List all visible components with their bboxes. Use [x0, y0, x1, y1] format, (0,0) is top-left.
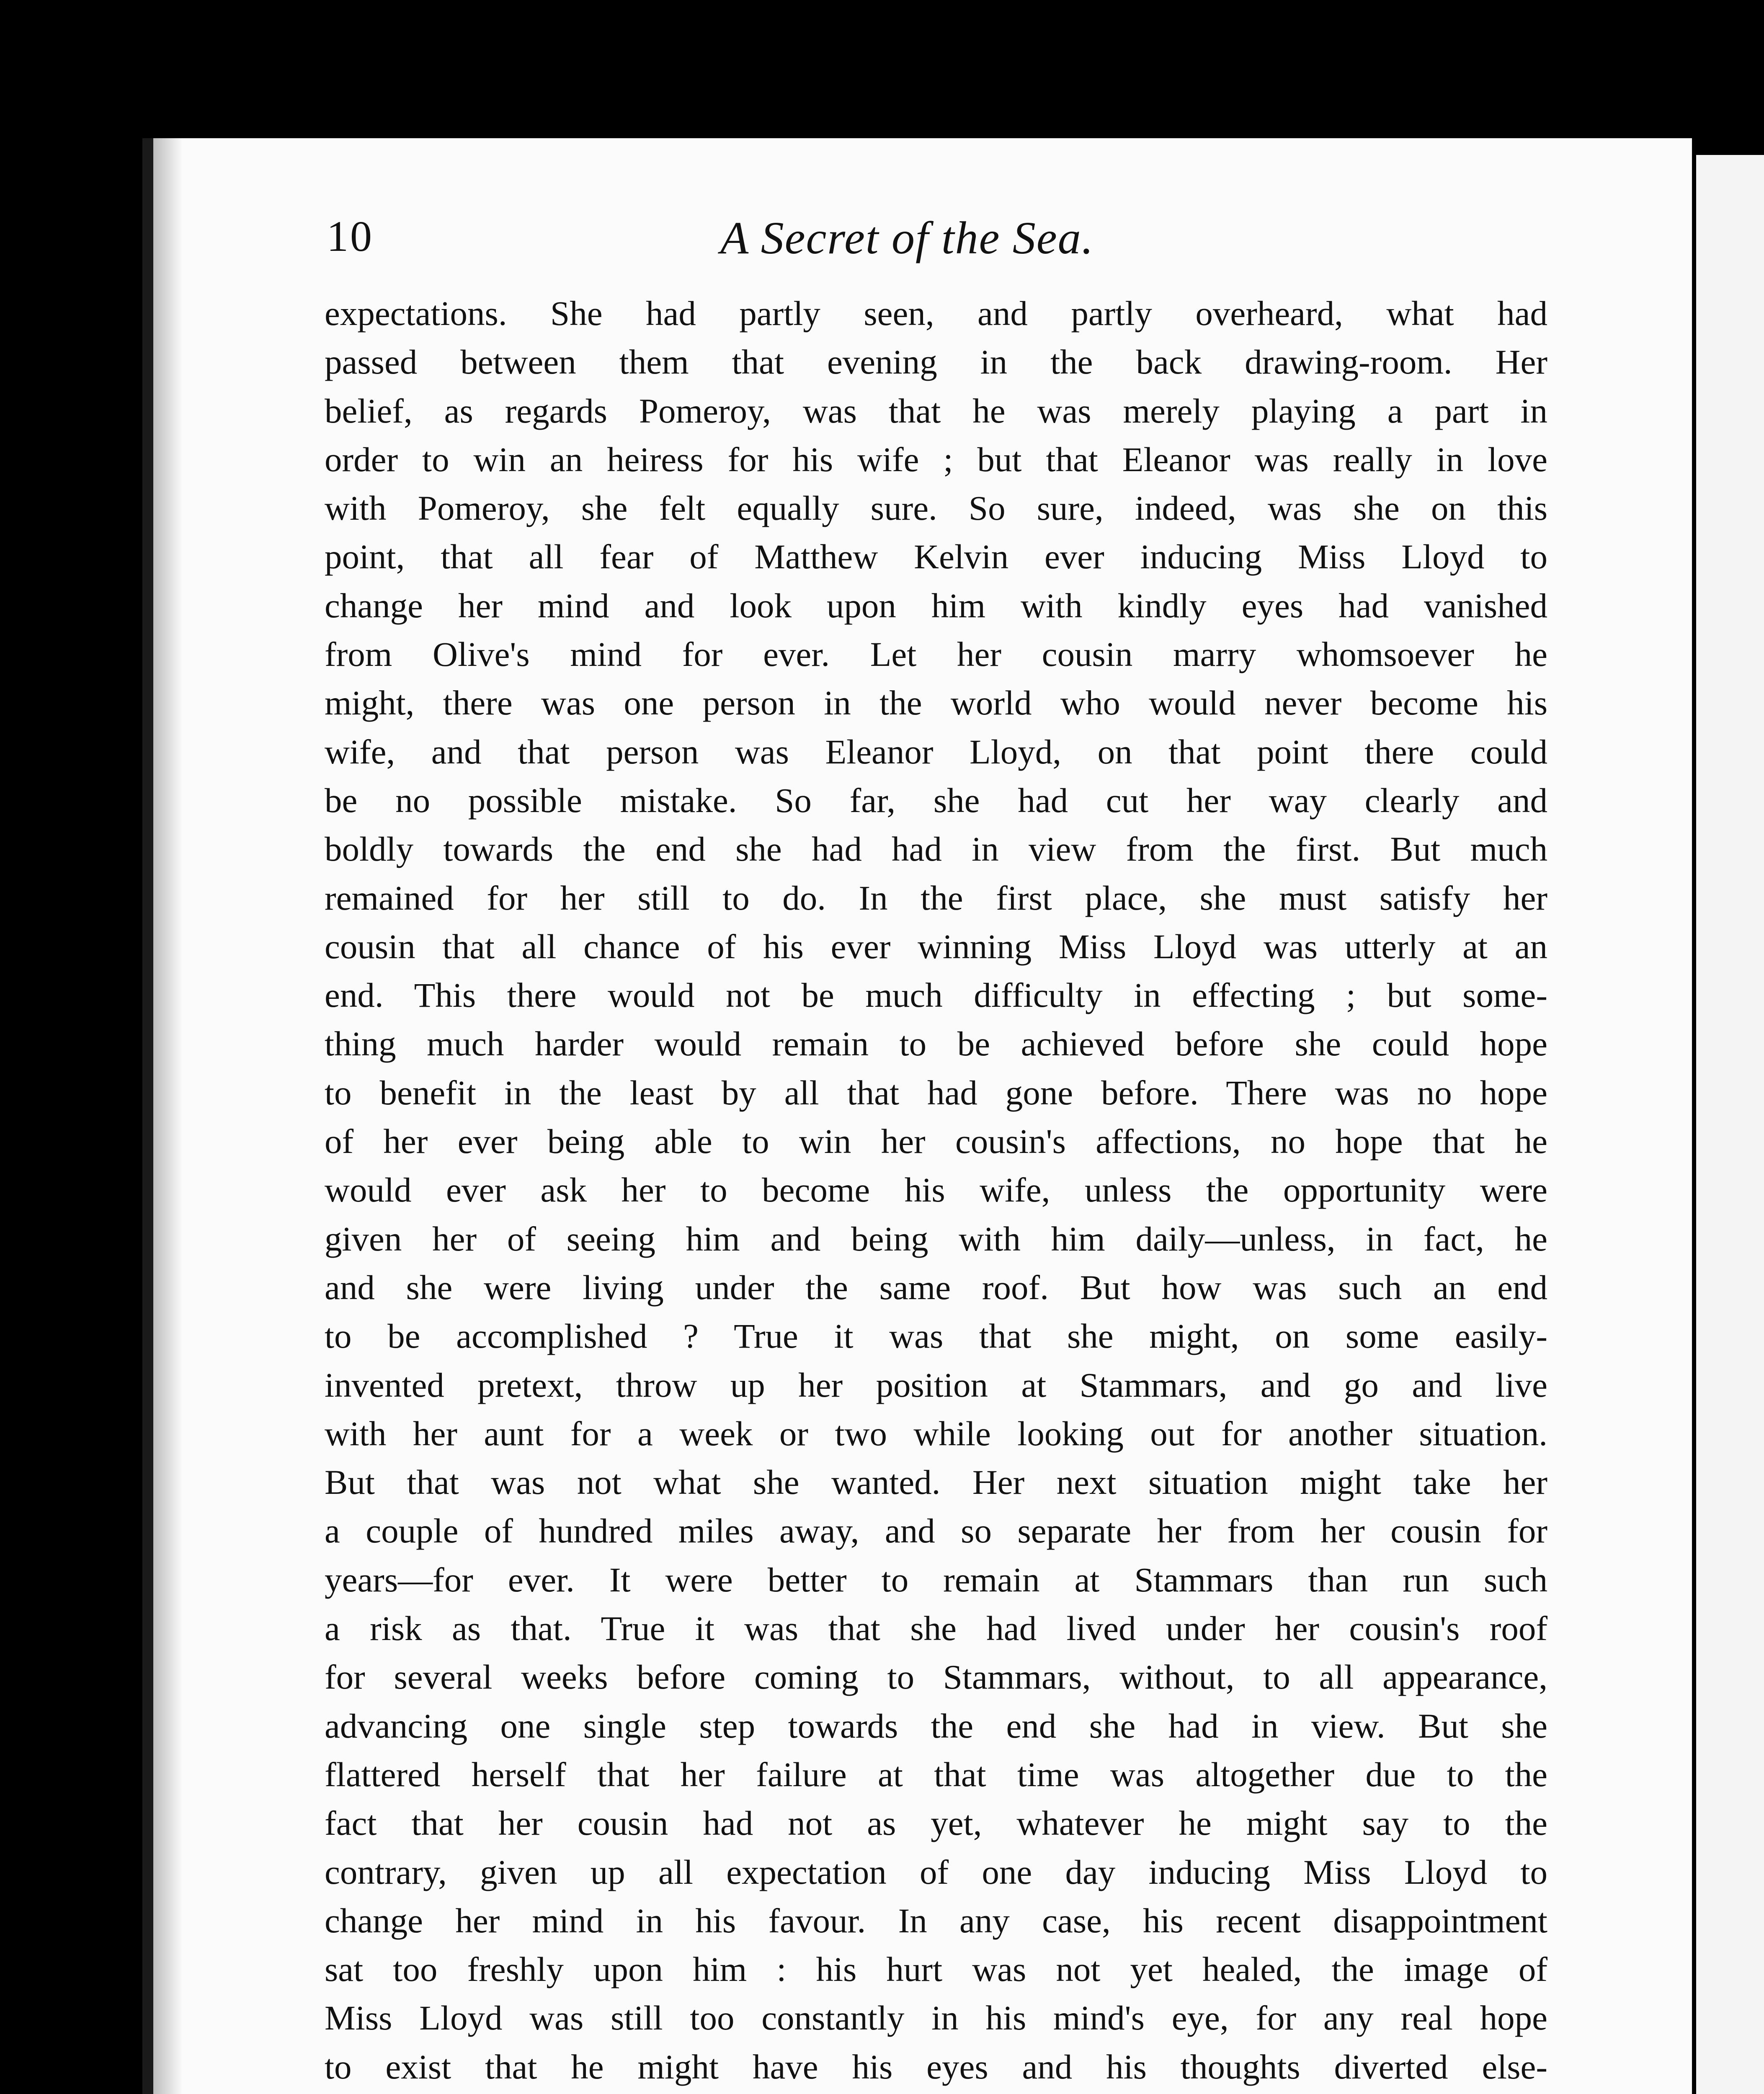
text-line: flattered herself that her failure at that time was altogether due to the: [325, 1755, 1547, 1794]
text-line: from Olive's mind for ever. Let her cousin marry whomsoever he: [325, 635, 1547, 674]
text-line: belief, as regards Pomeroy, was that he was merely playing a part in: [325, 391, 1547, 430]
text-line: cousin that all chance of his ever winning Miss Lloyd was utterly at an: [325, 927, 1547, 966]
text-line: to exist that he might have his eyes and his thoughts diverted else-: [325, 2047, 1547, 2086]
text-line: remained for her still to do. In the first place, she must satisfy her: [325, 878, 1547, 917]
text-line: change her mind in his favour. In any case, his recent disappointment: [325, 1901, 1547, 1940]
text-line: with her aunt for a week or two while looking out for another situation.: [325, 1414, 1547, 1453]
book-title: A Secret of the Sea.: [720, 212, 1094, 263]
text-line: passed between them that evening in the back drawing-room. Her: [325, 343, 1547, 382]
running-head: [327, 211, 1550, 274]
text-line: Miss Lloyd was still too constantly in his mind's eye, for any real hope: [325, 1999, 1547, 2037]
text-line: given her of seeing him and being with him daily—unless, in fact, he: [325, 1219, 1547, 1258]
text-line: order to win an heiress for his wife ; but that Eleanor was really in love: [325, 440, 1547, 479]
text-line: thing much harder would remain to be achieved before she could hope: [325, 1024, 1547, 1063]
text-line: might, there was one person in the world who would never become his: [325, 683, 1547, 722]
text-line: point, that all fear of Matthew Kelvin ever inducing Miss Lloyd to: [325, 537, 1547, 576]
text-line: change her mind and look upon him with kindly eyes had vanished: [325, 586, 1547, 625]
body-text: [325, 289, 1547, 2094]
text-line: But that was not what she wanted. Her next situation might take her: [325, 1463, 1547, 1502]
text-line: a risk as that. True it was that she had lived under her cousin's roof: [325, 1609, 1547, 1648]
text-line: expectations. She had partly seen, and partly overheard, what had: [325, 294, 1547, 333]
text-line: be no possible mistake. So far, she had cut her way clearly and: [325, 781, 1547, 820]
text-line: boldly towards the end she had had in view from the first. But much: [325, 830, 1547, 869]
facing-page-edge: [1696, 155, 1764, 2094]
text-line: contrary, given up all expectation of one day inducing Miss Lloyd to: [325, 1852, 1547, 1891]
text-line: years—for ever. It were better to remain at Stammars than run such: [325, 1560, 1547, 1599]
text-line: for several weeks before coming to Stammars, without, to all appearance,: [325, 1658, 1547, 1697]
text-line: of her ever being able to win her cousin's affections, no hope that he: [325, 1122, 1547, 1161]
text-line: would ever ask her to become his wife, unless the opportunity were: [325, 1171, 1547, 1209]
text-line: [325, 2091, 1547, 2094]
text-line: to be accomplished ? True it was that she might, on some easily-: [325, 1317, 1547, 1356]
text-line: end. This there would not be much difficulty in effecting ; but some-: [325, 976, 1547, 1015]
gutter-shadow: [153, 138, 183, 2094]
text-line: to benefit in the least by all that had gone before. There was no hope: [325, 1073, 1547, 1112]
text-line: invented pretext, throw up her position at Stammars, and go and live: [325, 1365, 1547, 1404]
page-number: 10: [327, 212, 374, 260]
text-line: wife, and that person was Eleanor Lloyd, on that point there could: [325, 732, 1547, 771]
text-line: a couple of hundred miles away, and so separate her from her cousin for: [325, 1511, 1547, 1550]
text-line: advancing one single step towards the end she had in view. But she: [325, 1706, 1547, 1745]
text-line: with Pomeroy, she felt equally sure. So sure, indeed, was she on this: [325, 489, 1547, 528]
text-line: and she were living under the same roof. But how was such an end: [325, 1268, 1547, 1307]
text-line: sat too freshly upon him : his hurt was not yet healed, the image of: [325, 1950, 1547, 1989]
text-line: fact that her cousin had not as yet, whatever he might say to the: [325, 1804, 1547, 1843]
